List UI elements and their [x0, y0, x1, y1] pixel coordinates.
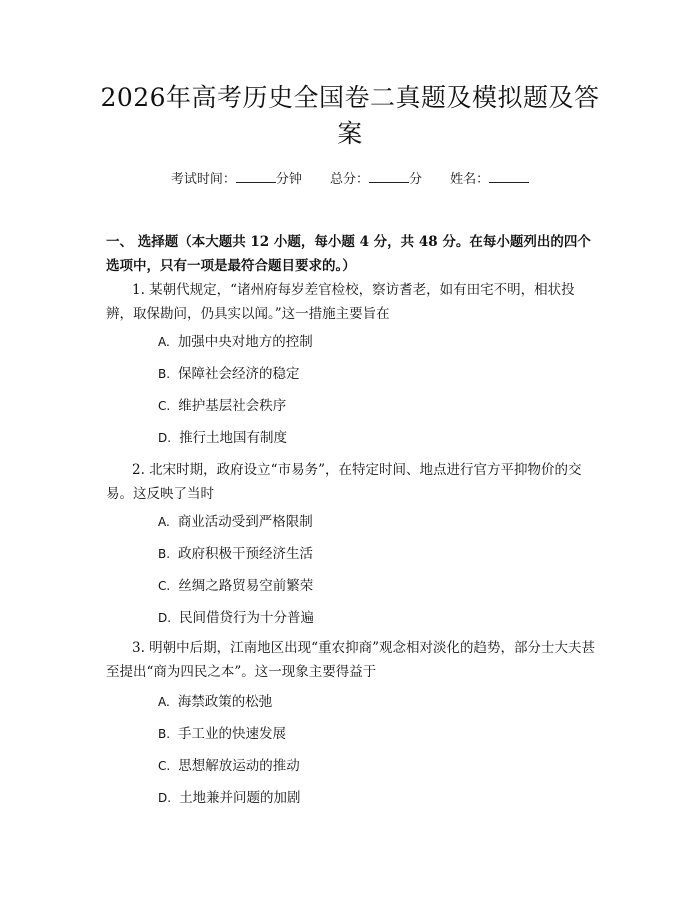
exam-time-unit: 分钟 — [275, 172, 302, 187]
answer-option — [158, 510, 578, 534]
section-heading: 一、 选择题（本大题共 12 小题，每小题 4 分，共 48 分。在每小题列出的四个选项中，只有一项是最符合题目要求的。） — [106, 234, 591, 274]
option-letter: C. — [158, 759, 171, 773]
option-letter: D. — [158, 791, 172, 805]
option-text: 政府积极干预经济生活 — [178, 546, 314, 562]
option-letter: C. — [158, 579, 171, 593]
answer-option — [158, 754, 578, 778]
total-score-field — [330, 172, 426, 187]
question-stem: 1. 某朝代规定，“诸州府每岁差官检校，察访耆老，如有田宅不明，相状投辨，取保勘问，仍具实以闻。”这一措施主要旨在 — [106, 282, 575, 322]
exam-info-line — [0, 168, 700, 190]
answer-option — [158, 574, 578, 598]
option-text: 推行土地国有制度 — [179, 430, 288, 446]
answer-option — [158, 606, 578, 630]
answer-option — [158, 690, 578, 714]
option-text: 保障社会经济的稳定 — [178, 366, 300, 382]
question-stem: 2. 北宋时期，政府设立“市易务”，在特定时间、地点进行官方平抑物价的交易。这反映了当时 — [106, 462, 582, 502]
option-text: 海禁政策的松弛 — [177, 694, 273, 710]
answer-option — [158, 786, 578, 810]
option-letter: D. — [158, 431, 172, 445]
option-text: 手工业的快速发展 — [178, 726, 287, 742]
student-name-blank — [489, 168, 529, 183]
question-stem: 3. 明朝中后期，江南地区出现“重农抑商”观念相对淡化的趋势，部分士大夫甚至提出“商为四民之本”。这一现象主要得益于 — [106, 640, 595, 680]
answer-option — [158, 394, 578, 418]
document-title: 2026年高考历史全国卷二真题及模拟题及答案 — [100, 83, 600, 148]
answer-option — [158, 426, 578, 450]
option-text: 加强中央对地方的控制 — [177, 334, 313, 350]
total-score-unit: 分 — [409, 172, 423, 187]
option-text: 商业活动受到严格限制 — [177, 514, 313, 530]
option-letter: A. — [158, 695, 170, 709]
option-text: 思想解放运动的推动 — [178, 758, 300, 774]
option-text: 民间借贷行为十分普遍 — [179, 610, 315, 626]
option-text: 丝绸之路贸易空前繁荣 — [178, 578, 314, 594]
student-name-field — [450, 172, 529, 187]
answer-option — [158, 330, 578, 354]
exam-time-blank — [236, 168, 276, 183]
answer-option — [158, 362, 578, 386]
option-letter: A. — [158, 335, 170, 349]
total-score-label: 总分： — [329, 172, 369, 187]
option-text: 土地兼并问题的加剧 — [179, 790, 301, 806]
option-letter: B. — [158, 547, 171, 561]
answer-option — [158, 542, 578, 566]
option-letter: B. — [158, 367, 171, 381]
exam-time-field — [171, 172, 306, 187]
answer-option — [158, 722, 578, 746]
option-letter: A. — [158, 515, 170, 529]
total-score-blank — [369, 168, 409, 183]
option-letter: B. — [158, 727, 171, 741]
student-name-label: 姓名： — [450, 172, 490, 187]
exam-time-label: 考试时间： — [170, 172, 236, 187]
option-text: 维护基层社会秩序 — [178, 398, 287, 414]
option-letter: D. — [158, 611, 172, 625]
option-letter: C. — [158, 399, 171, 413]
